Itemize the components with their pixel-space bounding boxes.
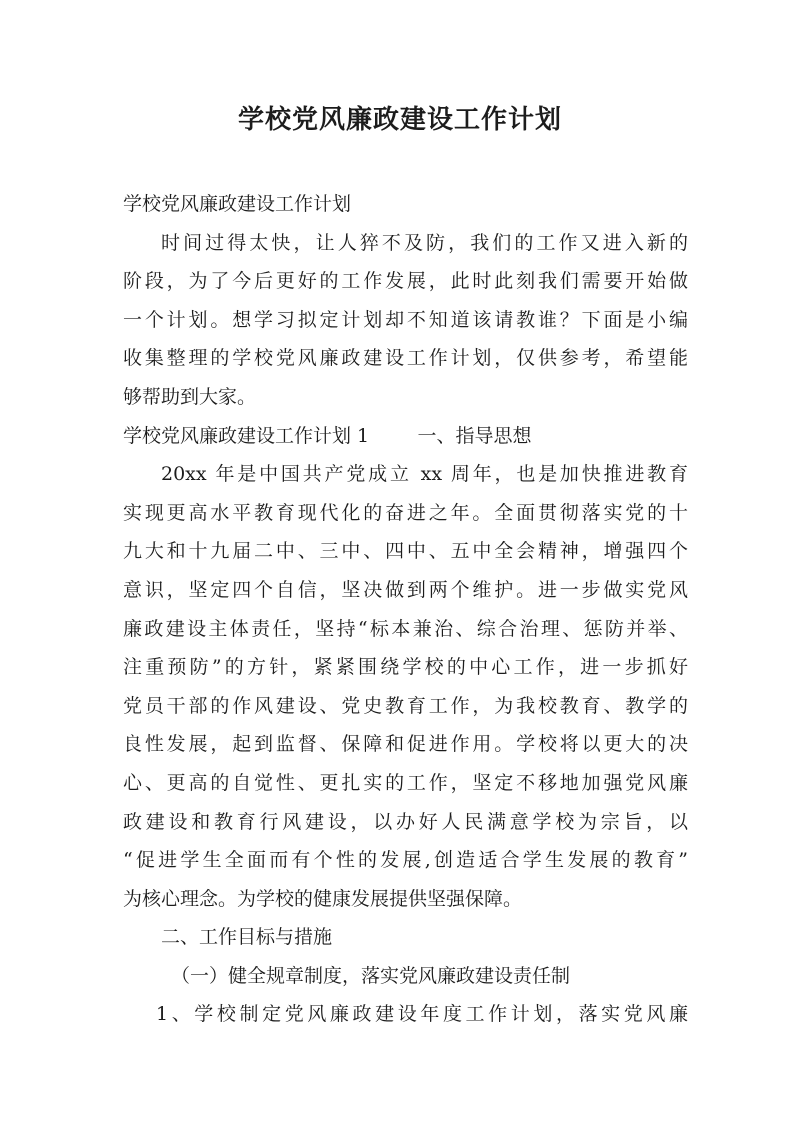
doc-subtitle-line: 学校党风廉政建设工作计划: [123, 193, 352, 215]
page-title: 学校党风廉政建设工作计划: [237, 105, 562, 135]
paragraph-line: 时间过得太快，让人猝不及防，我们的工作又进入新的: [161, 231, 688, 254]
paragraph-line: 良性发展，起到监督、保障和促进作用。学校将以更大的决: [123, 733, 688, 756]
paragraph-line: 廉政建设主体责任，坚持“标本兼治、综合治理、惩防并举、: [123, 617, 688, 640]
paragraph-line: 注重预防”的方针，紧紧围绕学校的中心工作，进一步抓好: [123, 656, 688, 679]
section-heading-line: 学校党风廉政建设工作计划 1 一、指导思想: [123, 424, 532, 447]
paragraph-line: 阶段，为了今后更好的工作发展，此时此刻我们需要开始做: [123, 270, 688, 293]
paragraph-line: 1、学校制定党风廉政建设年度工作计划，落实党风廉: [156, 1003, 688, 1026]
paragraph-line: 20xx 年是中国共产党成立 xx 周年，也是加快推进教育: [161, 463, 688, 486]
subsection-heading-line: （一）健全规章制度，落实党风廉政建设责任制: [171, 964, 571, 987]
paragraph-line: 实现更高水平教育现代化的奋进之年。全面贯彻落实党的十: [123, 501, 688, 524]
section-heading-line: 二、工作目标与措施: [161, 926, 333, 949]
paragraph-line: 收集整理的学校党风廉政建设工作计划，仅供参考，希望能: [123, 347, 688, 370]
paragraph-line: 为核心理念。为学校的健康发展提供坚强保障。: [123, 887, 523, 910]
paragraph-line: “促进学生全面而有个性的发展,创造适合学生发展的教育”: [123, 849, 688, 872]
paragraph-line: 党员干部的作风建设、党史教育工作，为我校教育、教学的: [123, 694, 688, 717]
paragraph-line: 一个计划。想学习拟定计划却不知道该请教谁？下面是小编: [123, 308, 688, 331]
paragraph-line: 心、更高的自觉性、更扎实的工作，坚定不移地加强党风廉: [123, 771, 688, 794]
document-body: [123, 185, 688, 1034]
paragraph-line: 政建设和教育行风建设，以办好人民满意学校为宗旨，以: [123, 810, 688, 833]
paragraph-line: 九大和十九届二中、三中、四中、五中全会精神，增强四个: [123, 540, 688, 563]
paragraph-line: 意识，坚定四个自信，坚决做到两个维护。进一步做实党风: [123, 578, 688, 601]
paragraph-line: 够帮助到大家。: [123, 385, 257, 408]
